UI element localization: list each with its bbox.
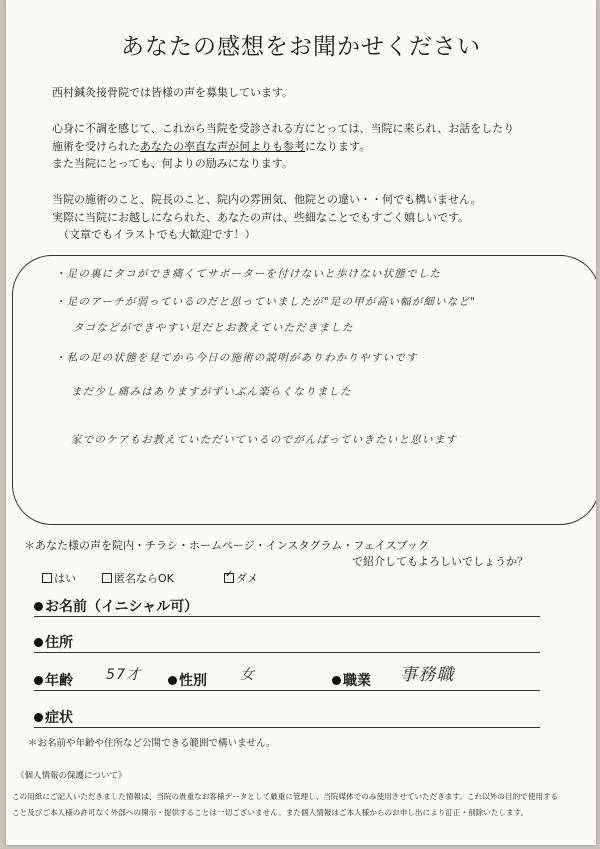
privacy-text-line-2: こと及びご本人様の許可なく外部への開示・提供することは一切ございません。また個人情報はご本人様からのお申し出により訂正・削除いたします。 (12, 808, 529, 817)
job-label-text: 職業 (343, 673, 371, 689)
checkbox-yes[interactable] (42, 573, 52, 583)
name-label-text: お名前（イニシャル可） (45, 599, 199, 615)
comment-line: ・足の裏にタコができ痛くてサポーターを付けないと歩けない状態でした (55, 268, 442, 280)
symptom-label (34, 707, 73, 727)
comment-line: まだ少し痛みはありますがずいぶん楽らくなりました (71, 386, 352, 398)
consent-question-line-2: で紹介してもよろしいでしょうか？ (352, 555, 528, 568)
bullet-icon (34, 638, 43, 647)
option-no[interactable] (224, 570, 258, 586)
privacy-text-line-1: この用紙にご記入いただきました情報は、当院の貴重なお客様データとして厳重に管理し、当院媒体でのみ使用させていただきます。これ以外の目的で使用する (12, 792, 559, 801)
privacy-title: 《個人情報の保護について》 (16, 771, 127, 781)
intro-emphasis: あなたの率直な声が何よりも参考 (140, 140, 305, 153)
public-note: ＊お名前や年齢や住所など公開できる範囲で構いません。 (28, 738, 276, 749)
check-mark-icon: ✓ (225, 569, 234, 580)
address-input-line[interactable] (34, 652, 540, 653)
age-label (34, 670, 73, 690)
page-title: あなたの感想をお聞かせください (121, 34, 481, 60)
option-anonymous-label: 匿名ならOK (114, 572, 174, 585)
intro-line-4: また当院にとっても、何よりの励みになります。 (52, 157, 293, 170)
job-label (332, 670, 371, 690)
bullet-icon (34, 713, 43, 722)
option-yes[interactable] (42, 570, 76, 586)
gender-label (168, 670, 207, 690)
option-no-label: ダメ (236, 572, 258, 585)
bullet-icon (168, 676, 177, 685)
name-input-line[interactable] (34, 616, 540, 617)
comment-line: タコなどができやすい足だとお教えていただきました (73, 322, 354, 334)
bullet-icon (34, 602, 43, 611)
name-label (34, 596, 198, 616)
symptom-input-line[interactable] (34, 727, 540, 728)
intro-line-7: （文章でもイラストでも大歓迎です！） (58, 228, 256, 241)
comment-line: ・足のアーチが弱っているのだと思っていましたが"足の甲が高い幅が細いなど" (55, 296, 477, 308)
intro-line-3-pre: 施術を受けられた (52, 140, 140, 153)
comment-line: ・私の足の状態を見てから今日の施術の説明がありわかりやすいです (55, 352, 418, 364)
age-value: 57才 (106, 667, 142, 683)
survey-sheet (6, 0, 596, 845)
bullet-icon (34, 676, 43, 685)
option-yes-label: はい (54, 572, 76, 585)
checkbox-anonymous[interactable] (102, 573, 112, 583)
intro-line-3-post: になります。 (305, 140, 371, 153)
address-label (34, 632, 73, 652)
bullet-icon (332, 676, 341, 685)
intro-line-2: 心身に不調を感じて、これから当院を受診される方にとっては、当院に来られ、お話をしたり (52, 122, 515, 135)
symptom-label-text: 症状 (45, 710, 73, 726)
intro-line-5: 当院の施術のこと、院長のこと、院内の雰囲気、他院との違い・・何でも構いません。 (52, 193, 482, 206)
intro-line-6: 実際に当院にお越しになられた、あなたの声は、些細なことでもすごく嬉しいです。 (52, 211, 470, 224)
checkbox-no-checked[interactable] (224, 569, 234, 583)
gender-label-text: 性別 (179, 673, 207, 689)
comment-line: 家でのケアもお教えていただいているのでがんばっていきたいと思います (71, 434, 458, 446)
intro-line-1: 西村鍼灸接骨院では皆様の声を募集しています。 (52, 86, 294, 99)
job-value: 事務職 (400, 665, 455, 685)
gender-value: 女 (240, 667, 256, 683)
age-gender-job-line[interactable] (34, 690, 540, 691)
comment-box[interactable] (12, 255, 596, 525)
consent-question-line-1: ＊あなた様の声を院内・チラシ・ホームページ・インスタグラム・フェイスブック (24, 539, 429, 552)
intro-line-3 (52, 138, 370, 156)
address-label-text: 住所 (45, 635, 73, 651)
option-anonymous[interactable] (102, 570, 174, 586)
age-label-text: 年齢 (45, 673, 73, 689)
